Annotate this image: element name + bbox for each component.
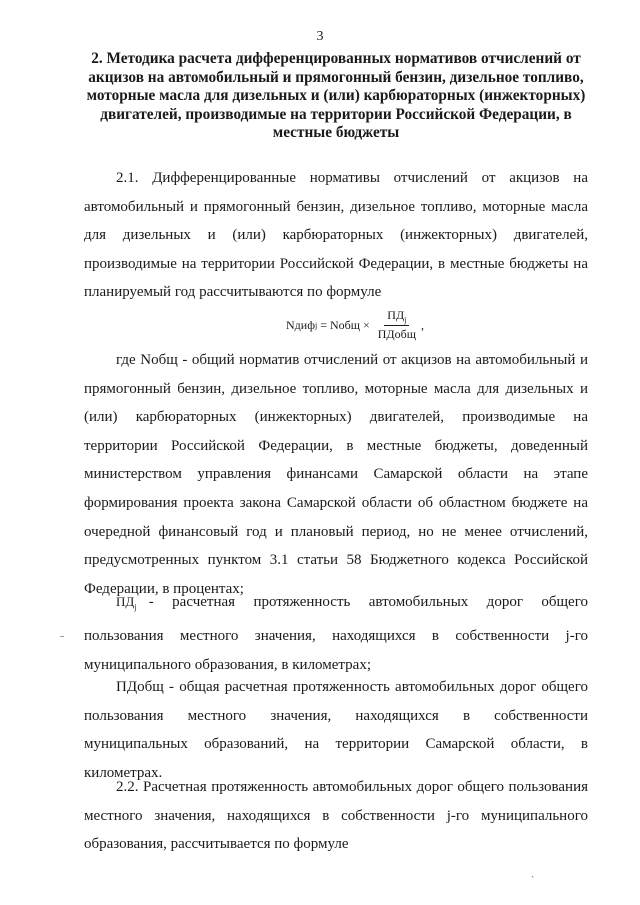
paragraph-line: Федерации, в процентах; xyxy=(84,580,244,597)
paragraph-line: местного значения, находящихся в собственности j-го муниципального xyxy=(84,807,588,824)
paragraph-line: километрах. xyxy=(84,764,163,781)
formula-numerator xyxy=(384,308,409,326)
pdj-term xyxy=(116,588,137,622)
paragraph-line: 2.2. Расчетная протяженность автомобильных дорог общего пользования xyxy=(116,779,588,795)
paragraph-pdobsh-definition xyxy=(84,673,588,787)
paragraph-line: формирования проекта закона Самарской области об областном бюджете на xyxy=(84,494,588,511)
paragraph-line: министерством управления финансами Самарской области на этапе xyxy=(84,466,588,483)
heading-line: двигателей, производимые на территории Российской Федерации, в xyxy=(100,105,572,123)
paragraph-line: пользования местного значения, находящихся в собственности j-го xyxy=(84,628,588,645)
formula-ndif xyxy=(286,304,424,346)
paragraph-line xyxy=(84,588,588,622)
paragraph-line: прямогонный бензин, дизельное топливо, моторные масла для дизельных и xyxy=(84,380,588,397)
paragraph-line: для дизельных и (или) карбюраторных (инжекторных) двигателей, xyxy=(84,227,588,244)
formula-denominator: ПДобщ xyxy=(377,327,416,342)
paragraph-line: образования, рассчитывается по формуле xyxy=(84,836,349,853)
formula-equals: = Nобщ × xyxy=(317,317,373,332)
paragraph-line: производимые на территории Российской Федерации, в местные бюджеты на xyxy=(84,255,588,272)
scan-artifact-dot xyxy=(60,636,64,637)
paragraph-line: муниципального образования, в километрах; xyxy=(84,656,371,673)
heading-line: акцизов на автомобильный и прямогонный бензин, дизельное топливо, xyxy=(88,68,584,86)
numerator-subscript: j xyxy=(404,315,407,325)
formula-lhs-subscript: j xyxy=(314,320,318,330)
paragraph-line: 2.1. Дифференцированные нормативы отчислений от акцизов на xyxy=(116,170,588,186)
paragraph-line: пользования местного значения, находящихся в собственности xyxy=(84,707,588,724)
section-heading xyxy=(84,50,588,143)
paragraph-line: ПДобщ - общая расчетная протяженность автомобильных дорог общего xyxy=(116,679,588,695)
paragraph-line: территории Российской Федерации, в местные бюджеты, доведенный xyxy=(84,437,588,454)
pdj-definition-text: - расчетная протяженность автомобильных дорог общего xyxy=(136,594,588,610)
paragraph-line: муниципальных образований, на территории Самарской области, в xyxy=(84,736,588,753)
paragraph-pdj-definition xyxy=(84,588,588,679)
formula-trail: , xyxy=(420,317,424,332)
heading-line: 2. Методика расчета дифференцированных нормативов отчислений от xyxy=(91,50,581,67)
heading-line: моторные масла для дизельных и (или) карбюраторных (инжекторных) xyxy=(86,87,586,105)
paragraph-line: планируемый год рассчитываются по формуле xyxy=(84,284,382,301)
paragraph-line: очередной финансовый год и плановый период, но не менее отчислений, xyxy=(84,523,588,540)
paragraph-line: (или) карбюраторных (инжекторных) двигателей, производимые на xyxy=(84,409,588,426)
pdj-term-text: ПД xyxy=(116,594,135,609)
paragraph-nobsh-definition xyxy=(84,346,588,603)
page-number: 3 xyxy=(316,29,324,44)
pdj-term-subscript: j xyxy=(134,602,137,612)
formula-lhs: Nдиф xyxy=(286,317,315,332)
paragraph-line: где Nобщ - общий норматив отчислений от акцизов на автомобильный и xyxy=(116,352,588,368)
formula-fraction xyxy=(375,308,419,342)
paragraph-line: автомобильный и прямогонный бензин, дизельное топливо, моторные масла xyxy=(84,198,588,215)
paragraph-line: предусмотренных пунктом 3.1 статьи 58 Бюджетного кодекса Российской xyxy=(84,552,588,569)
scan-artifact-mark: ˎ xyxy=(531,867,535,878)
numerator-text: ПД xyxy=(387,307,405,322)
paragraph-2-1 xyxy=(84,164,588,307)
heading-line: местные бюджеты xyxy=(272,124,400,142)
paragraph-2-2 xyxy=(84,773,588,859)
